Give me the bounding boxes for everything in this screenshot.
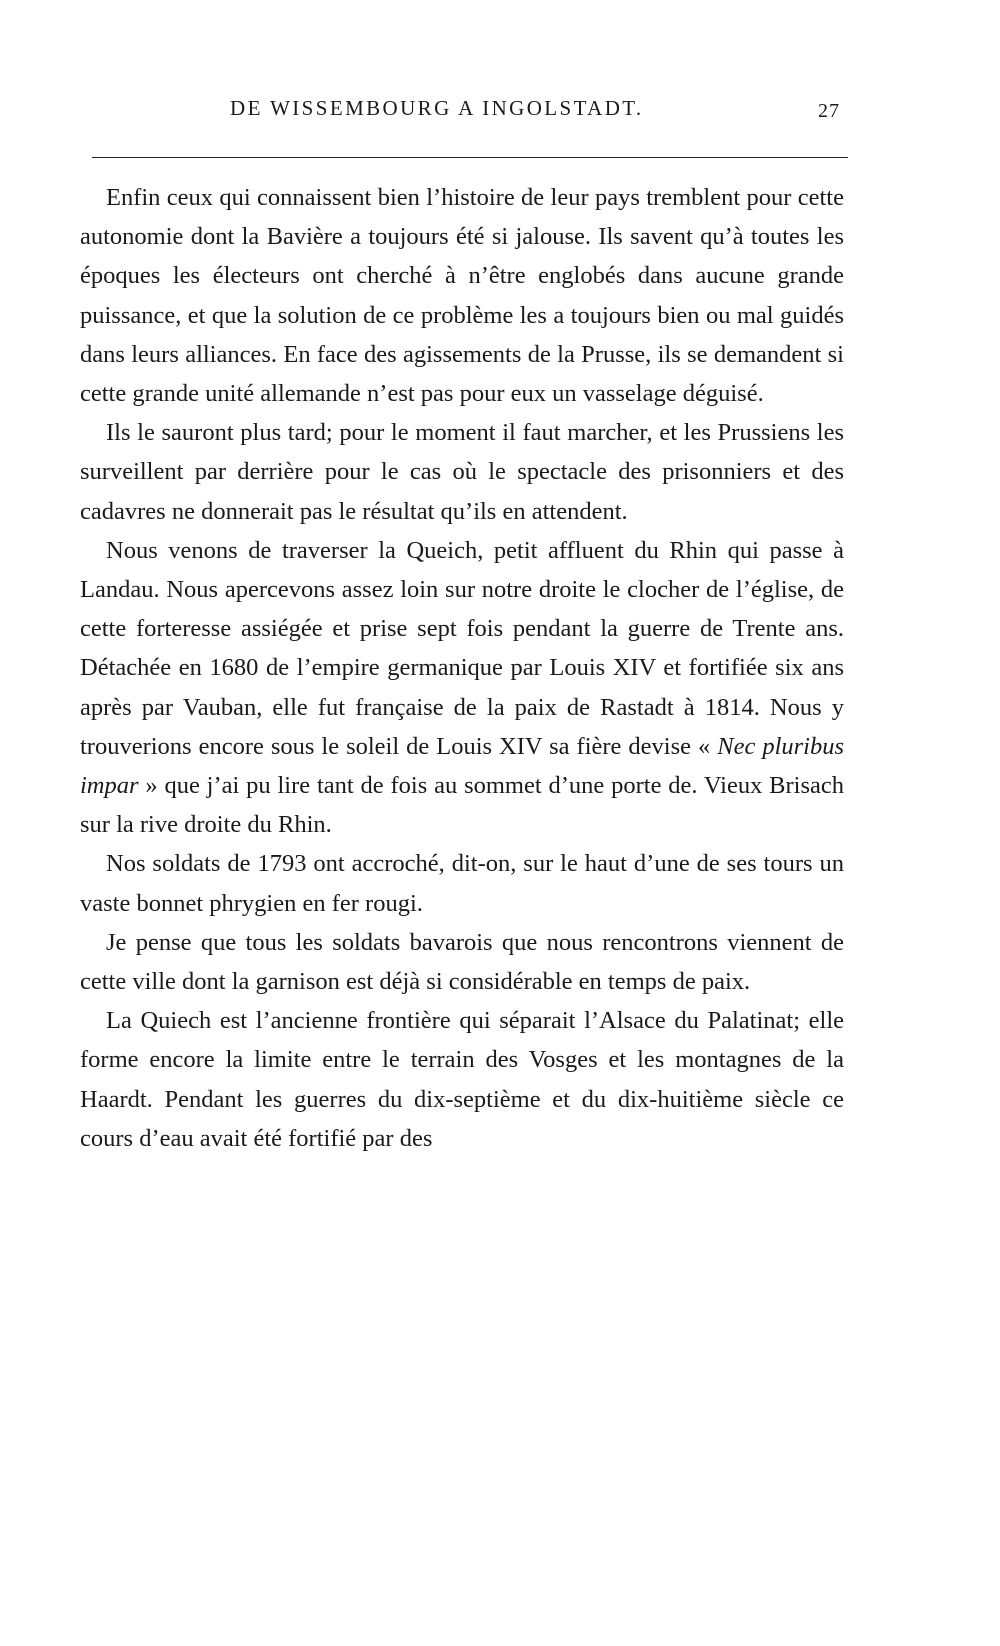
paragraph: Je pense que tous les soldats bavarois que nous rencontrons viennent de cette ville dont la garnison est déjà si considérable en temps de paix. [80, 928, 844, 996]
header-rule [92, 157, 848, 158]
paragraph [80, 531, 844, 845]
paragraph: Ils le sauront plus tard; pour le moment il faut marcher, et les Prussiens les surveillent par derrière pour le cas où le spectacle des prisonniers et des cadavres ne donnerait pas le résultat qu’ils en attendent. [80, 419, 844, 525]
paragraph-text: » que j’ai pu lire tant de fois au sommet d’une porte de. Vieux Brisach sur la rive droite du Rhin. [80, 772, 844, 839]
paragraph-text: Nous venons de traverser la Queich, petit affluent du Rhin qui passe à Landau. Nous apercevons assez loin sur notre droite le clocher de l’église, de cette forteresse assiégée et prise sept fois pendant la guerre de Trente ans. Détachée en 1680 de l’empire germanique par Louis XIV et fortifiée six ans après par Vauban, elle fut française de la paix de Rastadt à 1814. Nous y trouverions encore sous le soleil de Louis XIV sa fière devise « [80, 536, 844, 760]
running-title: DE WISSEMBOURG A INGOLSTADT. [230, 96, 644, 120]
motto-italic: Nec pluribus impar [80, 732, 844, 800]
paragraph: Nos soldats de 1793 ont accroché, dit-on, sur le haut d’une de ses tours un vaste bonnet phrygien en fer rougi. [80, 850, 844, 917]
paragraph: Enfin ceux qui connaissent bien l’histoire de leur pays tremblent pour cette autonomie dont la Bavière a toujours été si jalouse. Ils savent qu’à toutes les époques les électeurs ont cherché à n’être englobés dans aucune grande puissance, et que la solution de ce problème les a toujours bien ou mal guidés dans leurs alliances. En face des agissements de la Prusse, ils se demandent si cette grande unité allemande n’est pas pour eux un vasselage déguisé. [80, 184, 844, 408]
running-head [82, 96, 840, 130]
body-text [80, 178, 844, 1158]
paragraph: La Quiech est l’ancienne frontière qui séparait l’Alsace du Palatinat; elle forme encore la limite entre le terrain des Vosges et les montagnes de la Haardt. Pendant les guerres du dix-septième et du dix-huitième siècle ce cours d’eau avait été fortifié par des [80, 1007, 844, 1152]
page-number: 27 [818, 100, 840, 122]
